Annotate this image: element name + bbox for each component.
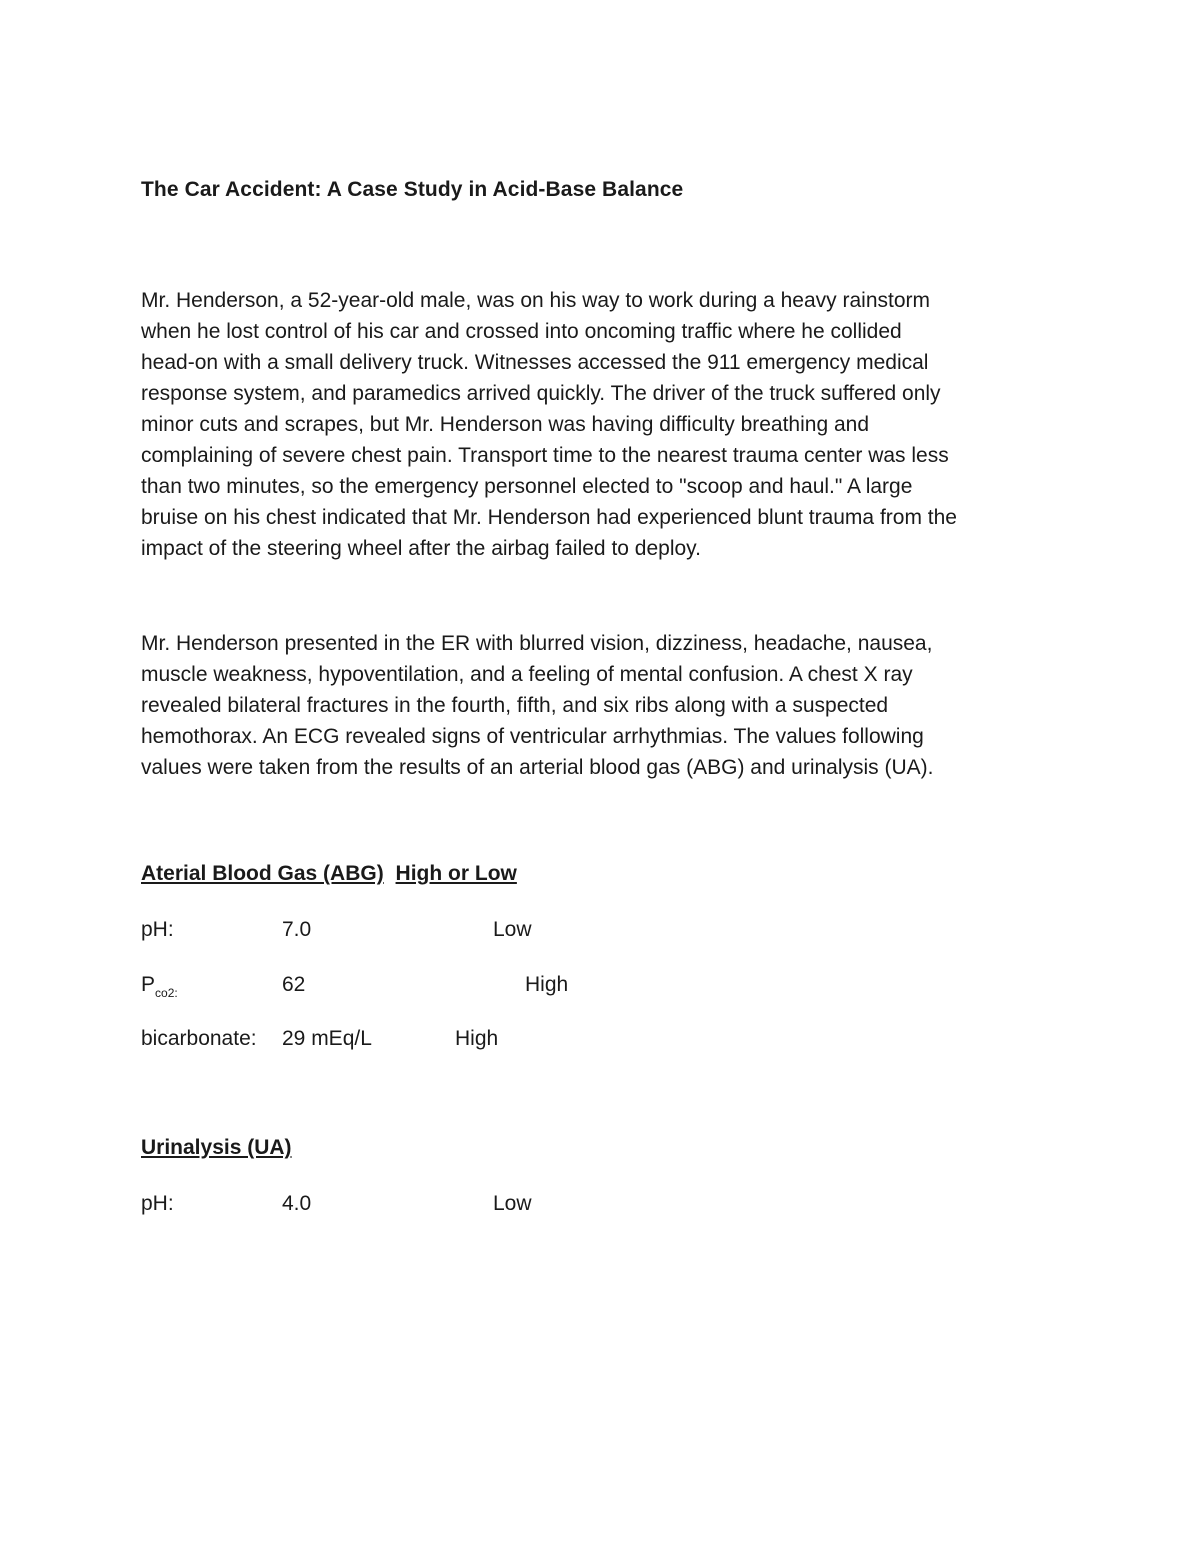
paragraph-line: bruise on his chest indicated that Mr. Henderson had experienced blunt trauma from the [141, 506, 957, 529]
abg-row-bicarbonate [141, 1027, 841, 1055]
ua-ph-value: 4.0 [282, 1192, 312, 1215]
paragraph-line: values were taken from the results of an arterial blood gas (ABG) and urinalysis (UA). [141, 756, 934, 779]
paragraph-accident [141, 285, 1101, 564]
abg-ph-status: Low [493, 918, 532, 941]
ua-heading [141, 1136, 292, 1160]
abg-heading-high-low: High or Low [395, 862, 517, 885]
abg-pco2-label [141, 973, 178, 1000]
abg-pco2-label-sub: co2: [155, 986, 178, 1000]
document-title: The Car Accident: A Case Study in Acid-Base Balance [141, 178, 684, 201]
abg-heading [141, 862, 517, 886]
paragraph-line: revealed bilateral fractures in the fourth, fifth, and six ribs along with a suspected [141, 694, 889, 717]
paragraph-line: when he lost control of his car and crossed into oncoming traffic where he collided [141, 320, 902, 343]
paragraph-line: Mr. Henderson, a 52-year-old male, was on his way to work during a heavy rainstorm [141, 289, 931, 312]
paragraph-line: head-on with a small delivery truck. Witnesses accessed the 911 emergency medical [141, 351, 929, 374]
abg-bicarbonate-status: High [455, 1027, 499, 1050]
abg-row-ph [141, 918, 841, 946]
paragraph-line: than two minutes, so the emergency personnel elected to "scoop and haul." A large [141, 475, 913, 498]
paragraph-line: muscle weakness, hypoventilation, and a feeling of mental confusion. A chest X ray [141, 663, 913, 686]
ua-ph-label: pH: [141, 1192, 174, 1215]
abg-pco2-status: High [525, 973, 569, 996]
paragraph-line: hemothorax. An ECG revealed signs of ventricular arrhythmias. The values following [141, 725, 924, 748]
ua-row-ph [141, 1192, 841, 1220]
ua-ph-status: Low [493, 1192, 532, 1215]
paragraph-er-presentation [141, 628, 1101, 783]
abg-heading-title: Aterial Blood Gas (ABG) [141, 862, 384, 885]
paragraph-line: response system, and paramedics arrived quickly. The driver of the truck suffered only [141, 382, 941, 405]
abg-row-pco2 [141, 973, 841, 1001]
abg-ph-value: 7.0 [282, 918, 312, 941]
paragraph-line: minor cuts and scrapes, but Mr. Henderson was having difficulty breathing and [141, 413, 870, 436]
paragraph-line: complaining of severe chest pain. Transport time to the nearest trauma center was less [141, 444, 949, 467]
paragraph-line: impact of the steering wheel after the airbag failed to deploy. [141, 537, 701, 560]
ua-heading-title: Urinalysis (UA) [141, 1136, 292, 1159]
abg-pco2-label-main: P [141, 973, 156, 996]
abg-bicarbonate-value: 29 mEq/L [282, 1027, 372, 1050]
abg-pco2-value: 62 [282, 973, 306, 996]
paragraph-line: Mr. Henderson presented in the ER with blurred vision, dizziness, headache, nausea, [141, 632, 933, 655]
abg-bicarbonate-label: bicarbonate: [141, 1027, 257, 1050]
abg-ph-label: pH: [141, 918, 174, 941]
